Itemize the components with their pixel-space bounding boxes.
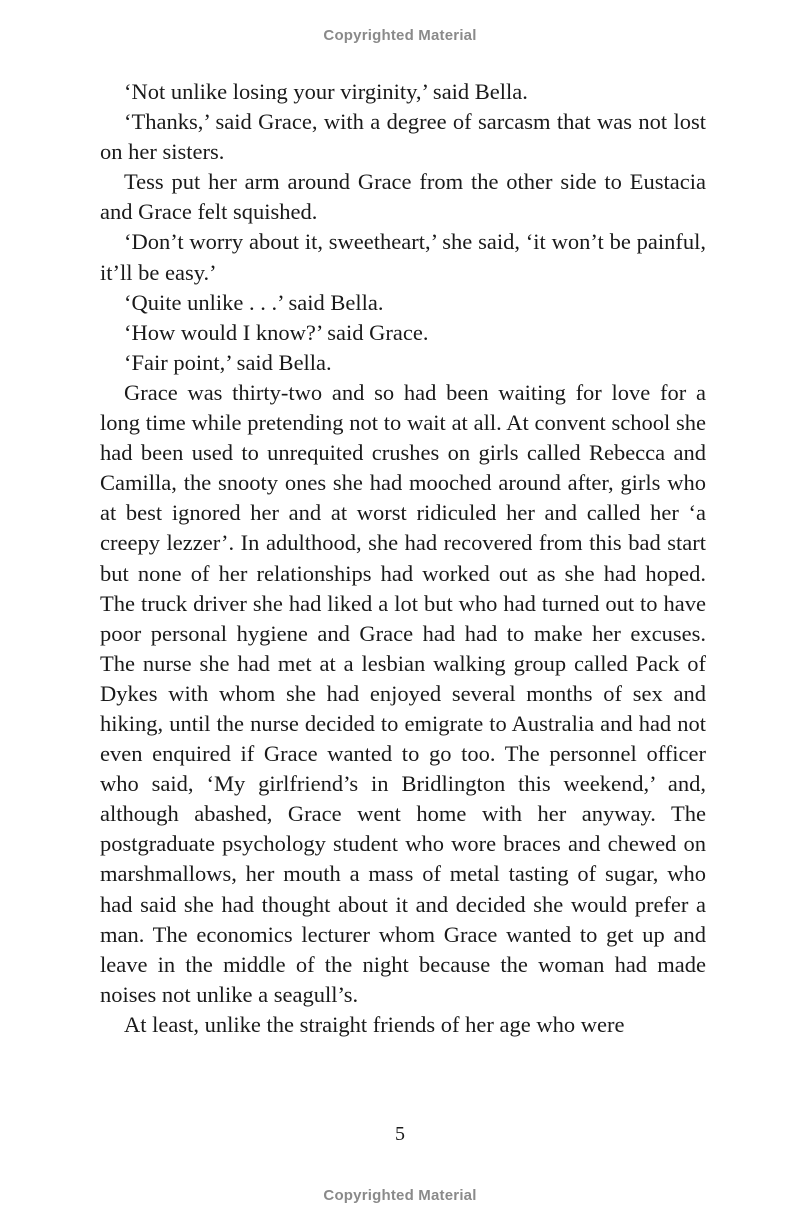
page-number: 5 xyxy=(395,1123,405,1145)
paragraph: ‘How would I know?’ said Grace. xyxy=(124,319,429,345)
paragraph: Grace was thirty-two and so had been waiting for love for a long time while pretending not to wait at all. At convent school she had been used to unrequited crushes on girls called Rebecca and Camilla, the snooty ones she had mooched around after, girls who at best ignored her and at worst ridiculed her and called her ‘a creepy lezzer’. In adulthood, she had recovered from this bad start but none of her relationships had worked out as she had hoped. The truck driver she had liked a lot but who had turned out to have poor personal hygiene and Grace had had to make her excuses. The nurse she had met at a lesbian walking group called Pack of Dykes with whom she had enjoyed several months of sex and hiking, until the nurse decided to emigrate to Australia and had not even enquired if Grace wanted to go too. The personnel officer who said, ‘My girlfriend’s in Bridlington this weekend,’ and, although abashed, Grace went home with her anyway. The postgraduate psychology student who wore braces and chewed on marshmallows, her mouth a mass of metal tasting of sugar, who had said she had thought about it and decided she would prefer a man. The economics lecturer whom Grace wanted to get up and leave in the middle of the night because the woman had made noises not unlike a seagull’s. xyxy=(100,379,706,1007)
paragraph: ‘Quite unlike . . .’ said Bella. xyxy=(124,289,384,315)
copyright-watermark-top: Copyrighted Material xyxy=(323,27,477,44)
paragraph: ‘Fair point,’ said Bella. xyxy=(124,349,332,375)
paragraph: Tess put her arm around Grace from the other side to Eustacia and Grace felt squished. xyxy=(100,169,706,225)
paragraph-last: At least, unlike the straight friends of her age who were xyxy=(124,1011,625,1037)
copyright-watermark-bottom: Copyrighted Material xyxy=(323,1187,477,1204)
page-body-text xyxy=(100,77,706,1040)
paragraph: ‘Thanks,’ said Grace, with a degree of sarcasm that was not lost on her sisters. xyxy=(100,109,706,165)
paragraph: ‘Not unlike losing your virginity,’ said Bella. xyxy=(124,79,528,104)
paragraph: ‘Don’t worry about it, sweetheart,’ she said, ‘it won’t be painful, it’ll be easy.’ xyxy=(100,229,706,285)
